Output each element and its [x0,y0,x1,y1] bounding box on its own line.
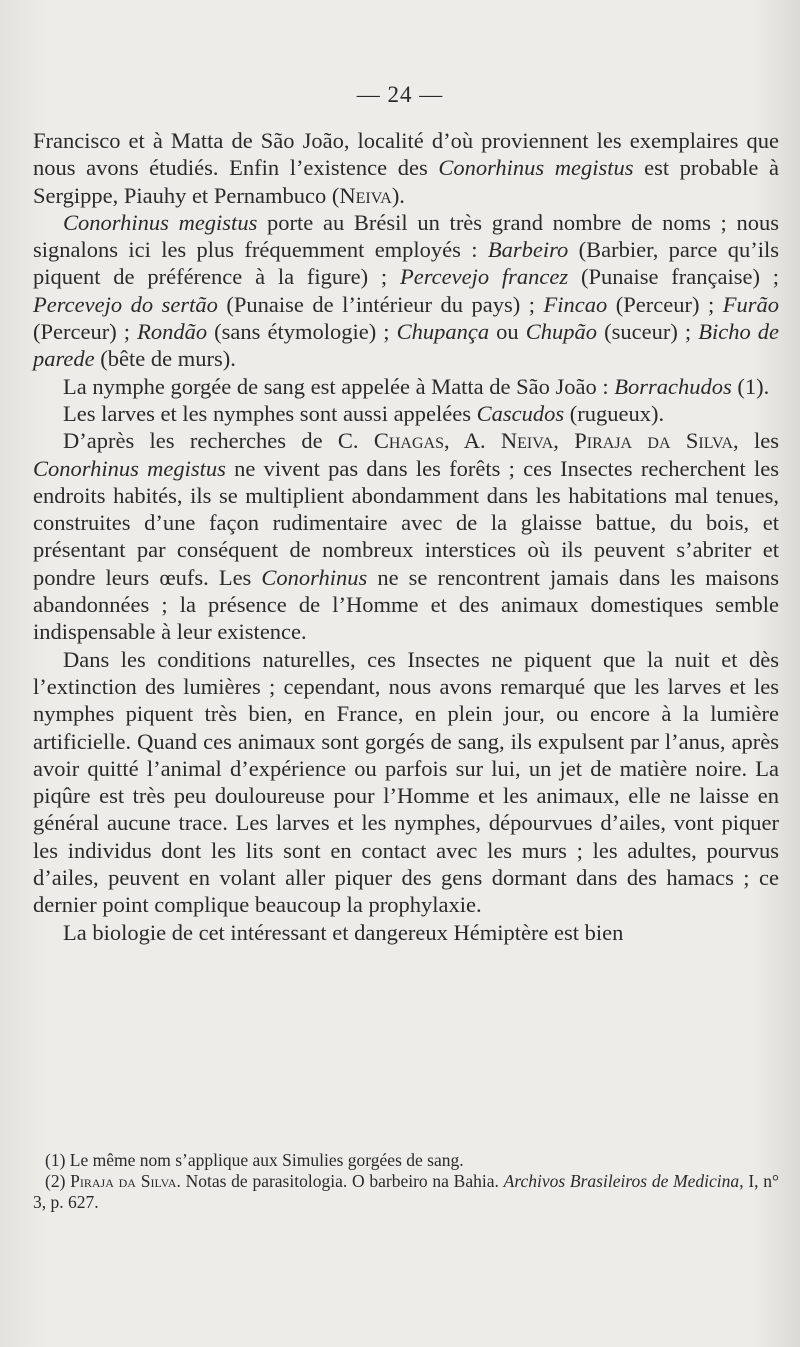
italic-run: Fincao [543,291,608,317]
text-run: ne vivent pas dans les forêts ; ces Insectes recherchent les endroits habités, ils se multiplient abondamment dans les habitations mal tenues, construites d’une façon rudimentaire avec de la glaisse battue, du bois, et présentant par conséquent de nombreux interstices où ils peuvent s’abriter et pondre leurs œufs. Les [33,455,779,590]
text-run: Dans les conditions naturelles, ces Insectes ne piquent que la nuit et dès l’extinction des lumières ; cependant, nous avons remarqué que les larves et les nymphes piquent très bien, en France, en plein jour, ou encore à la lumière artificielle. Quand ces animaux sont gorgés de sang, ils expulsent par l’anus, après avoir quitté l’animal d’expérience ou parfois sur lui, un jet de matière noire. La piqûre est très peu douloureuse pour l’Homme et les animaux, elle ne laisse en général aucune trace. Les larves et les nymphes, dépourvues d’ailes, vont piquer les individus dont les lits sont en contact avec les murs ; les adultes, pourvus d’ailes, peuvent en volant aller piquer des gens dormant dans des hamacs ; ce dernier point complique beaucoup la prophylaxie. [33,646,779,918]
text-run: est probable à Sergippe, Piauhy et Pernambuco ( [33,155,779,208]
italic-run: Conorhinus megistus [63,209,258,235]
text-run: La nymphe gorgée de sang est appelée à Matta de São João : [63,373,615,399]
page-number: — 24 — [356,82,444,107]
author-name: Neiva [339,182,392,208]
italic-run: Furão [722,291,779,317]
italic-run: Archivos Brasileiros de Medicina [503,1171,740,1191]
italic-run: Chupança [396,319,490,345]
text-run: D’après les recherches de C. [63,428,374,454]
text-run: (2) [45,1171,71,1191]
text-run: . Notas de parasitologia. O barbeiro na Bahia. [176,1171,504,1191]
text-run: (Punaise française) ; [568,264,780,290]
text-run: ). [391,182,405,208]
footnote [33,1171,779,1213]
text-run: La biologie de cet intéressant et dangereux Hémiptère est bien [63,919,624,945]
italic-run: Bicho de parede [33,319,780,372]
text-run: (1). [731,373,770,399]
author-name: Piraja da Silva [70,1171,177,1191]
paragraph [33,646,779,919]
footnotes [33,1150,779,1213]
text-run: Les larves et les nymphes sont aussi appelées [63,400,477,426]
italic-run: Conorhinus [261,564,368,590]
author-name: Chagas [373,428,444,454]
text-run: Francisco et à Matta de São João, localité d’où proviennent les exemplaires que nous avons étudiés. Enfin l’existence des [33,128,779,181]
text-run: (bête de murs). [94,346,236,372]
text-run: (1) Le même nom s’applique aux Simulies gorgées de sang. [45,1150,464,1170]
text-run: , les [733,428,779,454]
paragraph [33,400,779,427]
italic-run: Cascudos [476,400,565,426]
author-name: Neiva [500,428,554,454]
text-run: ne se rencontrent jamais dans les maisons abandonnées ; la présence de l’Homme et des animaux domestiques semble indispensable à leur existence. [33,564,779,645]
text-run: (rugueux). [564,400,665,426]
body-text [33,127,779,946]
text-run: (Barbier, parce qu’ils piquent de préférence à la figure) ; [33,237,779,290]
italic-run: Barbeiro [487,237,569,263]
text-run: , A. [443,428,501,454]
text-run: , [553,428,575,454]
text-run: (suceur) ; [597,319,699,345]
text-run: ou [489,319,526,345]
paragraph [33,427,779,645]
text-run: (sans étymologie) ; [207,319,397,345]
italic-run: Conorhinus megistus [438,155,634,181]
paragraph [33,127,779,209]
author-name: Piraja da Silva [574,428,734,454]
text-run: (Perceur) ; [607,291,723,317]
paragraph [33,209,779,373]
text-run: porte au Brésil un très grand nombre de noms ; nous signalons ici les plus fréquemment employés : [33,209,779,263]
italic-run: Chupão [525,319,598,345]
paragraph [33,373,779,400]
text-run: (Punaise de l’intérieur du pays) ; [217,291,544,317]
italic-run: Percevejo do sertão [33,291,218,317]
italic-run: Rondão [137,319,208,345]
text-run: (Perceur) ; [33,319,138,345]
italic-run: Conorhinus megistus [33,455,226,481]
footnote [33,1150,779,1171]
text-run: , I, n° 3, p. 627. [33,1171,780,1212]
paragraph [33,919,779,946]
italic-run: Percevejo francez [400,264,569,290]
italic-run: Borrachudos [614,373,732,399]
